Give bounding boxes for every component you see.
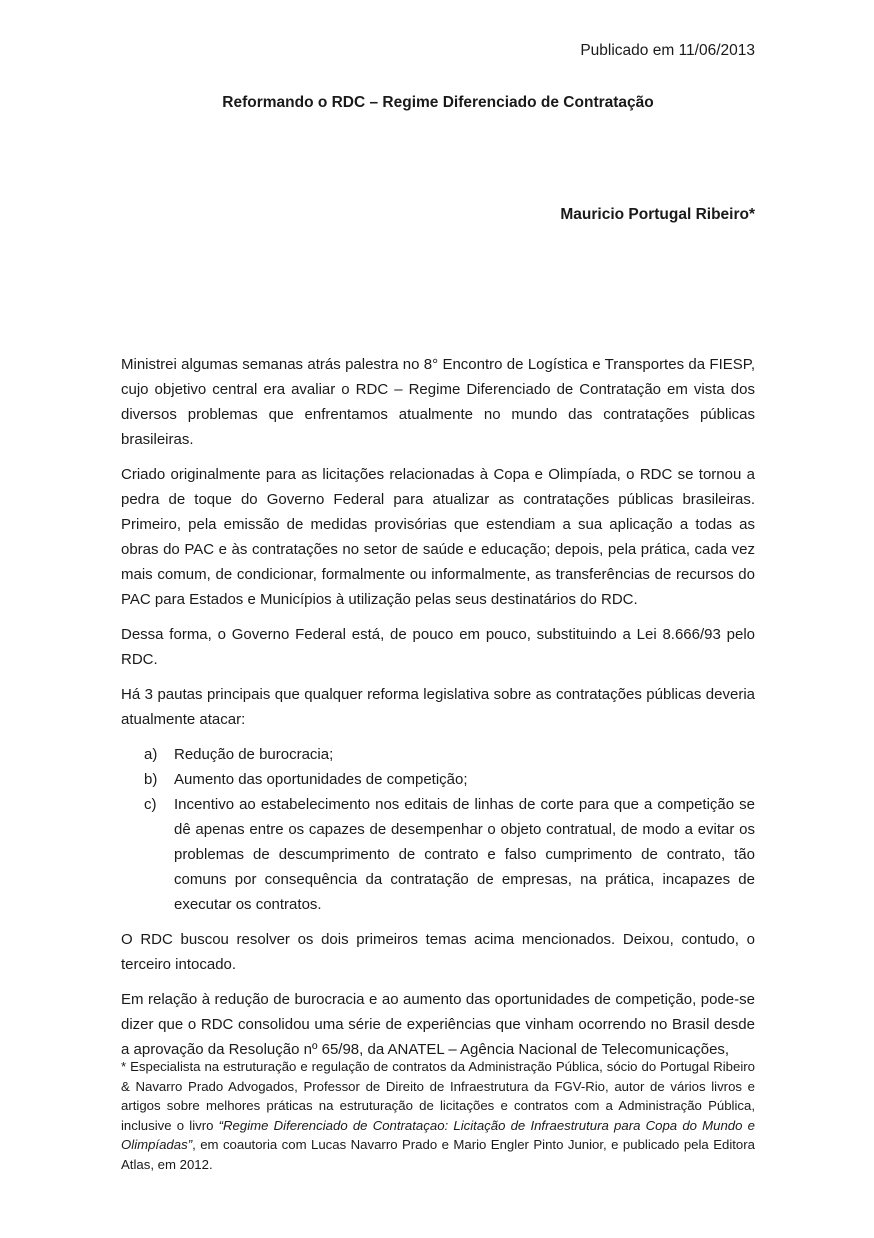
list-item-a [121, 742, 755, 767]
paragraph-3: Dessa forma, o Governo Federal está, de pouco em pouco, substituindo a Lei 8.666/93 pelo RDC. [121, 626, 755, 668]
list-item-a-text: Redução de burocracia; [174, 746, 334, 763]
lettered-list [121, 742, 755, 917]
author-name: Mauricio Portugal Ribeiro* [560, 206, 755, 223]
footnote-text-before: * Especialista na estruturação e regulação de contratos da Administração Pública, sócio do Portugal Ribeiro & Navarro Prado Advogados, Professor de Direito de Infraestrutura da FGV-Rio, autor de vários livros e artigos sobre melhores práticas na estruturação de licitações e contratos com a Administração Pública, inclusive o livro [121, 1059, 755, 1133]
list-marker-c: c) [144, 796, 157, 813]
list-marker-a: a) [144, 746, 158, 763]
document-title: Reformando o RDC – Regime Diferenciado de Contratação [222, 94, 654, 111]
paragraph-4: Há 3 pautas principais que qualquer reforma legislativa sobre as contratações públicas deveria atualmente atacar: [121, 686, 755, 728]
footnote-book-title: “Regime Diferenciado de Contrataçao: Licitação de Infraestrutura para Copa do Mundo e Olimpíadas” [121, 1117, 755, 1152]
list-item-b-text: Aumento das oportunidades de competição; [174, 771, 468, 788]
paragraph-2: Criado originalmente para as licitações relacionadas à Copa e Olimpíada, o RDC se tornou a pedra de toque do Governo Federal para atualizar as contratações públicas brasileiras. Primeiro, pela emissão de medidas provisórias que estendiam a sua aplicação a todas as obras do PAC e às contratações no setor de saúde e educação; depois, pela prática, cada vez mais comum, de condicionar, formalmente ou informalmente, as transferências de recursos do PAC para Estados e Municípios à utilização pelas seus destinatários do RDC. [121, 466, 755, 608]
published-date: Publicado em 11/06/2013 [580, 42, 755, 59]
paragraph-1: Ministrei algumas semanas atrás palestra no 8° Encontro de Logística e Transportes da FIESP, cujo objetivo central era avaliar o RDC – Regime Diferenciado de Contratação em vista dos diversos problemas que enfrentamos atualmente no mundo das contratações públicas brasileiras. [121, 356, 755, 448]
footnote-text-after: , em coautoria com Lucas Navarro Prado e Mario Engler Pinto Junior, e publicado pela Editora Atlas, em 2012. [121, 1137, 755, 1172]
body-text [121, 352, 755, 1072]
list-marker-b: b) [144, 771, 158, 788]
paragraph-6: Em relação à redução de burocracia e ao aumento das oportunidades de competição, pode-se dizer que o RDC consolidou uma série de experiências que vinham ocorrendo no Brasil desde a aprovação da Resolução nº 65/98, da ANATEL – Agência Nacional de Telecomunicações, [121, 991, 755, 1058]
paragraph-5: O RDC buscou resolver os dois primeiros temas acima mencionados. Deixou, contudo, o terceiro intocado. [121, 931, 755, 973]
list-item-c [121, 792, 755, 917]
footnote [121, 1057, 755, 1174]
list-item-b [121, 767, 755, 792]
list-item-c-text: Incentivo ao estabelecimento nos editais de linhas de corte para que a competição se dê apenas entre os capazes de desempenhar o objeto contratual, de modo a evitar os problemas de descumprimento de contrato e falso cumprimento de contrato, tão comuns por consequência da contratação de empresas, na prática, incapazes de executar os contratos. [174, 796, 755, 913]
